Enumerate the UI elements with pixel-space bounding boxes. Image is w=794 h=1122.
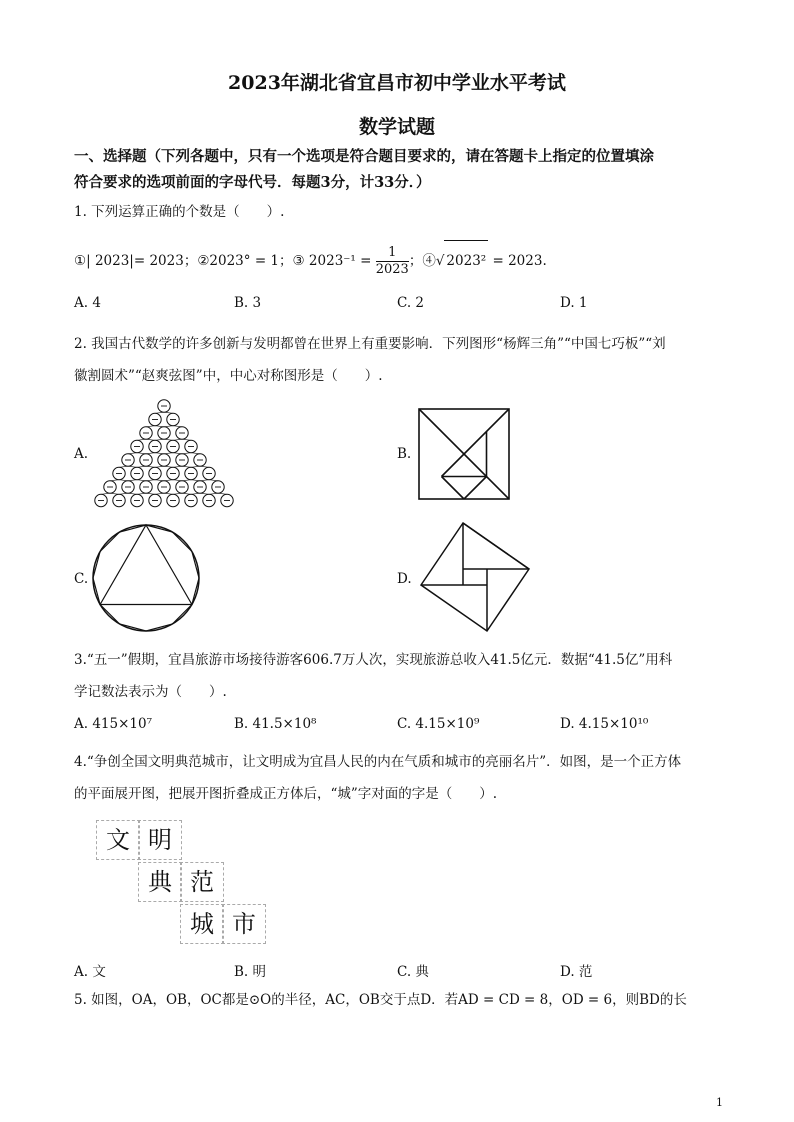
q2-label-c[interactable]: C. xyxy=(74,571,89,587)
q1-item4-radicand: 2023² xyxy=(444,240,488,281)
net-cell-2: 明 xyxy=(138,820,182,860)
net-cell-5: 城 xyxy=(180,904,224,944)
q2-stem xyxy=(74,328,724,392)
q2-label-b[interactable]: B. xyxy=(397,446,412,462)
q2-stem-line2: 徽割圆术”“赵爽弦图”中，中心对称图形是（ ）. xyxy=(74,368,383,384)
q1-sep3: ； xyxy=(408,253,423,269)
q1-item4-rhs: = 2023 xyxy=(488,253,543,269)
q4-stem xyxy=(74,746,724,810)
outer-circle xyxy=(93,525,199,631)
q4-option-b[interactable]: B. 明 xyxy=(234,964,267,980)
q3-option-a[interactable]: A. 415×10⁷ xyxy=(74,716,153,732)
section-heading-line1: 一、选择题（下列各题中，只有一个选项是符合题目要求的，请在答题卡上指定的位置填涂 xyxy=(74,148,654,165)
q1-item3-label: ③ xyxy=(292,253,305,269)
exam-title: 2023年湖北省宜昌市初中学业水平考试 xyxy=(228,72,566,94)
q5-stem: 5. 如图，OA，OB，OC都是⊙O的半径，AC，OB交于点D．若AD = CD = 8，OD = 6，则BD的长 xyxy=(74,992,687,1008)
q1-item2: ②2023° = 1 xyxy=(197,253,280,269)
q1-item3-den: 2023 xyxy=(375,262,409,277)
net-cell-4: 范 xyxy=(180,862,224,902)
q1-sep1: ； xyxy=(183,253,198,269)
q3-stem xyxy=(74,644,724,708)
exam-subtitle: 数学试题 xyxy=(358,116,435,138)
net-cell-6: 市 xyxy=(222,904,266,944)
q4-option-a[interactable]: A. 文 xyxy=(74,964,106,980)
q1-item4-label: ④ xyxy=(422,253,436,269)
tangram-figure xyxy=(418,408,510,500)
q3-stem-line1: 3.“五一”假期，宜昌旅游市场接待游客606.7万人次，实现旅游总收入41.5亿元．数据“41.5亿”用科 xyxy=(74,652,673,668)
circle-division-figure xyxy=(90,522,202,634)
q2-label-a[interactable]: A. xyxy=(74,446,89,462)
q4-stem-line2: 的平面展开图，把展开图折叠成正方体后，“城”字对面的字是（ ）. xyxy=(74,786,498,802)
q4-option-c[interactable]: C. 典 xyxy=(397,964,429,980)
section-heading xyxy=(74,144,724,196)
q1-item3-num: 1 xyxy=(388,245,397,260)
q2-label-d[interactable]: D. xyxy=(397,571,412,587)
q1-item1: ①| 2023|= 2023 xyxy=(74,253,184,269)
q1-sep2: ； xyxy=(279,253,293,269)
q1-option-c[interactable]: C. 2 xyxy=(397,295,425,311)
q3-stem-line2: 学记数法表示为（ ）. xyxy=(74,684,227,700)
q1-stem: 1. 下列运算正确的个数是（ ）. xyxy=(74,204,285,220)
yanghui-triangle-figure xyxy=(90,398,238,508)
q1-item3-lhs: 2023⁻¹ = xyxy=(308,253,372,269)
q4-stem-line1: 4.“争创全国文明典范城市，让文明成为宜昌人民的内在气质和城市的亮丽名片”．如图，是一个正方体 xyxy=(74,754,682,770)
q3-option-c[interactable]: C. 4.15×10⁹ xyxy=(397,716,480,732)
q1-items: ①| 2023|= 2023；②2023° = 1；③ 2023⁻¹ = $\frac{1}{2023}$ ；④√ 2023² = 2023. xyxy=(74,240,724,281)
section-heading-line2: 符合要求的选项前面的字母代号．每题3分，计33分．） xyxy=(74,174,431,191)
page-number: 1 xyxy=(716,1096,723,1109)
q1-option-b[interactable]: B. 3 xyxy=(234,295,262,311)
q1-option-d[interactable]: D. 1 xyxy=(560,295,588,311)
q3-option-b[interactable]: B. 41.5×10⁸ xyxy=(234,716,317,732)
q4-option-d[interactable]: D. 范 xyxy=(560,964,593,980)
q1-end: . xyxy=(542,253,547,269)
zhaoshuang-figure xyxy=(418,520,532,634)
net-cell-1: 文 xyxy=(96,820,140,860)
q2-stem-line1: 2. 我国古代数学的许多创新与发明都曾在世界上有重要影响．下列图形“杨辉三角”“中国七巧板”“刘 xyxy=(74,336,666,352)
q1-item3-fraction xyxy=(376,245,409,278)
q1-option-a[interactable]: A. 4 xyxy=(74,295,101,311)
net-cell-3: 典 xyxy=(138,862,182,902)
q3-option-d[interactable]: D. 4.15×10¹⁰ xyxy=(560,716,649,732)
